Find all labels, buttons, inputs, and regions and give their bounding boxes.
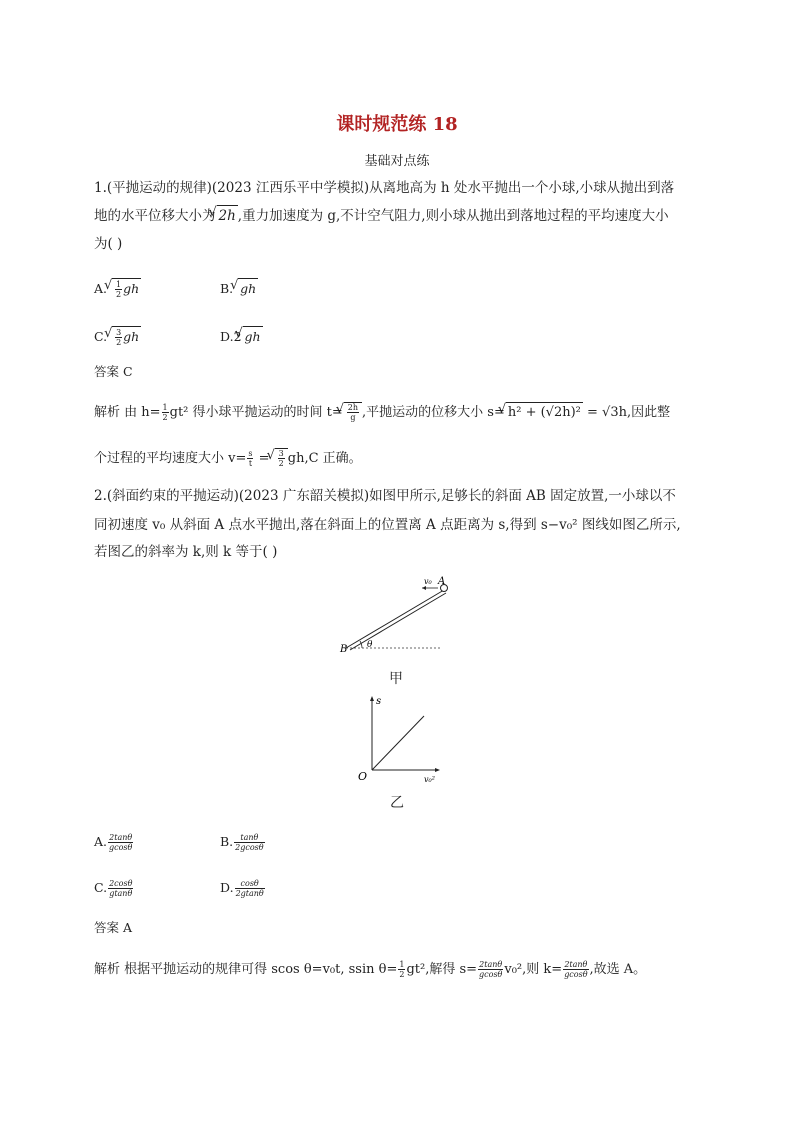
q1-option-c-label: C. xyxy=(94,329,108,344)
q2-exp-k-num: 2tanθ xyxy=(564,960,588,969)
q1-exp1-b: gt² 得小球平抛运动的时间 t= xyxy=(169,405,343,420)
q1-exp1-d: ,平抛运动的位移大小 s= xyxy=(362,405,505,420)
q1-exp2-frac-den: t xyxy=(248,459,253,468)
q2-option-b-den: 2gcosθ xyxy=(235,843,264,852)
q2-exp-c: v₀²,则 k= xyxy=(504,962,563,977)
q1-option-d-coef: 2 xyxy=(233,329,242,344)
q2-exp-a: 解析 根据平抛运动的规律可得 scos θ=v₀t, ssin θ= xyxy=(94,962,398,977)
q2-option-c-label: C. xyxy=(94,880,108,895)
q2-exp-s-num: 2tanθ xyxy=(479,960,503,969)
q2-option-a-label: A. xyxy=(94,834,108,849)
q2-option-c[interactable] xyxy=(94,878,134,898)
q1-option-a[interactable] xyxy=(94,278,141,299)
q2-option-d-num: cosθ xyxy=(235,879,265,889)
angle-arc-icon xyxy=(360,641,362,648)
q1-exp1-c-den: g xyxy=(350,413,356,422)
q1-option-a-tail: gh xyxy=(123,281,140,296)
fig2-label-o: O xyxy=(358,770,368,783)
figure-s-v0-graph xyxy=(350,690,450,785)
q2-option-a-den: gcosθ xyxy=(109,843,133,852)
q2-option-a[interactable] xyxy=(94,832,134,852)
q1-exp2-c: gh,C 正确。 xyxy=(287,451,362,466)
q1-sqrt-2h: √ 2h xyxy=(217,205,238,226)
q2-option-d-label: D. xyxy=(220,880,234,895)
fig2-label-x: v₀² xyxy=(424,775,435,784)
q2-option-b-label: B. xyxy=(220,834,234,849)
q1-stem-line1: 1.(平抛运动的规律)(2023 江西乐平中学模拟)从离地高为 h 处水平抛出一个小球,小球从抛出到落 xyxy=(94,180,675,196)
q2-stem-line1: 2.(斜面约束的平抛运动)(2023 广东韶关模拟)如图甲所示,足够长的斜面 AB 固定放置,一小球以不 xyxy=(94,488,676,504)
q1-option-d[interactable] xyxy=(220,326,263,347)
q1-exp1-e: √ h² + (√2h)² xyxy=(506,402,583,423)
fig1-caption: 甲 xyxy=(389,671,403,687)
q2-exp-frac-den: 2 xyxy=(399,970,405,979)
q2-exp-frac-num: 1 xyxy=(399,960,405,969)
q1-option-a-num: √ 1 xyxy=(116,280,122,289)
graph-line xyxy=(372,716,424,770)
q1-exp2-num: √ 3 xyxy=(278,449,284,458)
q2-stem-line3: 若图乙的斜率为 k,则 k 等于( ) xyxy=(94,544,278,560)
q1-exp2-den: 2 xyxy=(278,459,284,468)
q1-option-b[interactable] xyxy=(220,278,258,299)
q1-exp1-f: = √3h,因此整 xyxy=(582,405,671,420)
q2-stem-line2: 同初速度 v₀ 从斜面 A 点水平抛出,落在斜面上的位置离 A 点距离为 s,得到 s−v₀² 图线如图乙所示, xyxy=(94,517,681,533)
q2-explanation xyxy=(94,960,646,980)
q1-option-c-num: √ 3 xyxy=(116,328,122,337)
q2-option-d[interactable] xyxy=(220,878,266,898)
q1-exp1-frac-den: 2 xyxy=(162,413,168,422)
q2-exp-d: ,故选 A。 xyxy=(589,962,647,977)
q2-option-d-den: 2gtanθ xyxy=(235,889,264,898)
y-axis-arrow-icon xyxy=(370,696,374,701)
q1-option-c-den: 2 xyxy=(116,338,122,347)
figure-incline-surface xyxy=(346,590,444,648)
q1-option-a-label: A. xyxy=(94,281,108,296)
q1-option-a-den: 2 xyxy=(116,290,122,299)
q1-option-d-label: D. xyxy=(220,329,234,344)
q2-option-b-num: tanθ xyxy=(234,833,264,843)
q1-option-b-label: B. xyxy=(220,281,234,296)
q1-option-d-value: √ gh xyxy=(243,326,263,347)
q2-exp-b: gt²,解得 s= xyxy=(406,962,478,977)
q2-option-c-den: gtanθ xyxy=(109,889,133,898)
q1-stem-line2-c: ,重力加速度为 g,不计空气阻力,则小球从抛出到落地过程的平均速度大小 xyxy=(237,208,669,224)
fig1-label-b: B xyxy=(340,644,348,655)
q1-answer: 答案 C xyxy=(94,364,133,379)
q1-stem-line3: 为( ) xyxy=(94,236,123,252)
q2-exp-k-den: gcosθ xyxy=(564,970,588,979)
q1-option-c-tail: gh xyxy=(123,329,140,344)
q1-stem-line2 xyxy=(94,205,669,226)
q2-option-c-num: 2cosθ xyxy=(109,879,133,888)
fig2-caption: 乙 xyxy=(390,795,404,811)
page-title: 课时规范练 18 xyxy=(336,114,458,135)
q2-option-a-num: 2tanθ xyxy=(109,833,133,842)
q1-stem-line2-a: 地的水平位移大小为 xyxy=(94,208,216,224)
q2-option-b[interactable] xyxy=(220,832,266,852)
q1-option-c[interactable] xyxy=(94,326,141,347)
fig2-label-s: s xyxy=(376,696,382,707)
fig1-label-v0: v₀ xyxy=(424,577,432,586)
q1-exp2-frac-num: s xyxy=(248,449,253,458)
x-axis-arrow-icon xyxy=(435,768,440,772)
q1-exp1-frac-num: 1 xyxy=(162,403,168,412)
q1-option-b-value: √ gh xyxy=(238,278,258,299)
q1-exp2-a: 个过程的平均速度大小 v= xyxy=(94,451,247,466)
q2-answer: 答案 A xyxy=(94,920,133,935)
q1-exp1-c: √ 2h xyxy=(347,403,359,412)
velocity-arrowhead-icon xyxy=(422,586,426,590)
q1-explanation-line1 xyxy=(94,402,670,423)
q1-exp1-a: 解析 由 h= xyxy=(94,405,161,420)
fig1-label-theta: θ xyxy=(367,640,373,650)
figure-incline xyxy=(330,572,470,662)
q1-exp2-b: = xyxy=(254,451,274,466)
figure-incline-surface-lower xyxy=(350,593,446,650)
q1-explanation-line2 xyxy=(94,448,362,469)
section-heading: 基础对点练 xyxy=(364,154,430,169)
fig1-label-a: A xyxy=(438,576,446,587)
q2-exp-s-den: gcosθ xyxy=(479,970,503,979)
